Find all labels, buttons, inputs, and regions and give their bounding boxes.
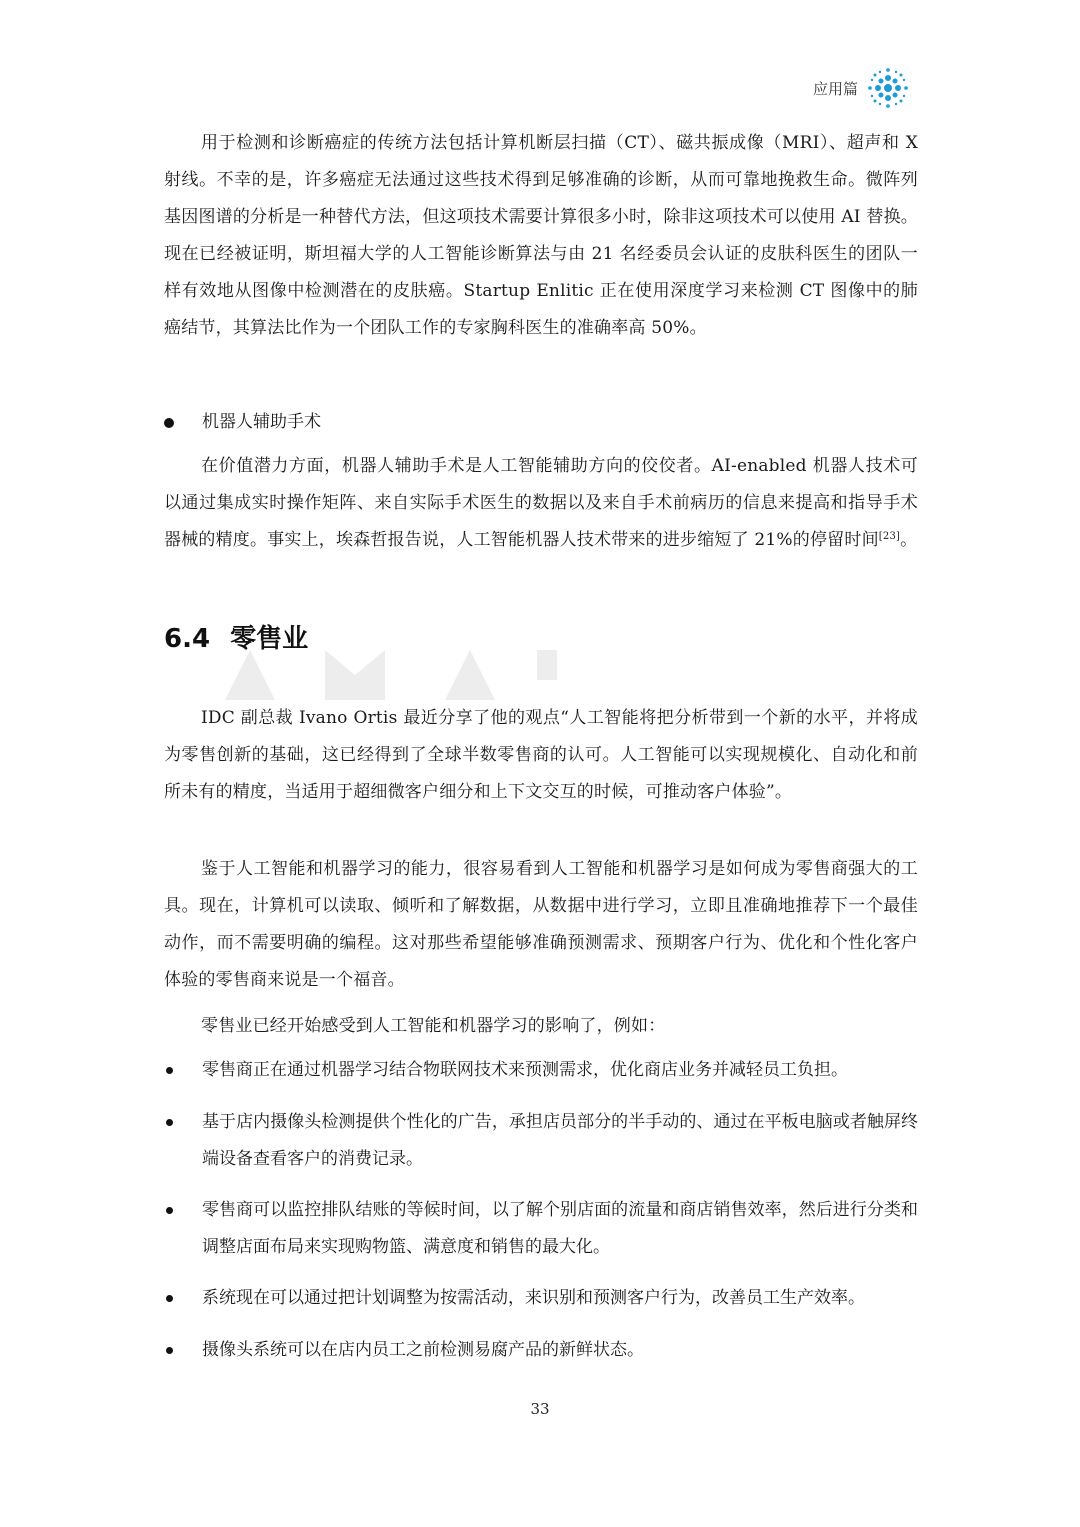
- bullet-dot-icon: [166, 1067, 173, 1074]
- paragraph-ai-ml-tools: 鉴于人工智能和机器学习的能力，很容易看到人工智能和机器学习是如何成为零售商强大的工具。现在，计算机可以读取、倾听和了解数据，从数据中进行学习，立即且准确地推荐下一个最佳动作，而不需要明确的编程。这对那些希望能够准确预测需求、预期客户行为、优化和个性化客户体验的零售商来说是一个福音。: [164, 859, 918, 990]
- list-item-text: 摄像头系统可以在店内员工之前检测易腐产品的新鲜状态。: [202, 1340, 644, 1360]
- list-item-text: 零售商可以监控排队结账的等候时间，以了解个别店面的流量和商店销售效率，然后进行分类和调整店面布局来实现购物篮、满意度和销售的最大化。: [202, 1200, 918, 1257]
- bullet-heading-text: 机器人辅助手术: [202, 412, 321, 432]
- section-number: 6.4: [164, 624, 211, 654]
- dotted-sphere-logo-icon: [866, 66, 910, 110]
- paragraph-robot-surgery-end: 。: [900, 530, 918, 550]
- paragraph-robot-surgery: [164, 448, 918, 559]
- watermark-logo: [205, 650, 565, 700]
- paragraph-retail-impact: 零售业已经开始感受到人工智能和机器学习的影响了，例如：: [201, 1016, 666, 1036]
- section-heading: [164, 618, 308, 655]
- paragraph-robot-surgery-text: 在价值潜力方面，机器人辅助手术是人工智能辅助方向的佼佼者。AI-enabled 机器人技术可以通过集成实时操作矩阵、来自实际手术医生的数据以及来自手术前病历的信息来提高和指导手术器械的精度。事实上，埃森哲报告说，人工智能机器人技术带来的进步缩短了 21%的停留时间: [164, 456, 918, 550]
- page-number: 33: [530, 1400, 550, 1418]
- paragraph-cancer-diagnosis: 用于检测和诊断癌症的传统方法包括计算机断层扫描（CT）、磁共振成像（MRI）、超声和 X 射线。不幸的是，许多癌症无法通过这些技术得到足够准确的诊断，从而可靠地挽救生命。微阵列基因图谱的分析是一种替代方法，但这项技术需要计算很多小时，除非这项技术可以使用 AI 替换。现在已经被证明，斯坦福大学的人工智能诊断算法与由 21 名经委员会认证的皮肤科医生的团队一样有效地从图像中检测潜在的皮肤癌。Startup Enlitic 正在使用深度学习来检测 CT 图像中的肺癌结节，其算法比作为一个团队工作的专家胸科医生的准确率高 50%。: [164, 133, 918, 338]
- bullet-dot-icon: [166, 1295, 173, 1302]
- bullet-dot-icon: [166, 1119, 173, 1126]
- paragraph-idc-quote: IDC 副总裁 Ivano Ortis 最近分享了他的观点“人工智能将把分析带到一个新的水平，并将成为零售创新的基础，这已经得到了全球半数零售商的认可。人工智能可以实现规模化、自动化和前所未有的精度，当适用于超细微客户细分和上下文交互的时候，可推动客户体验”。: [164, 708, 918, 802]
- list-item-text: 系统现在可以通过把计划调整为按需活动，来识别和预测客户行为，改善员工生产效率。: [202, 1288, 865, 1308]
- bullet-dot-icon: [166, 1207, 173, 1214]
- citation-ref: [23]: [878, 531, 901, 542]
- list-item-text: 零售商正在通过机器学习结合物联网技术来预测需求，优化商店业务并减轻员工负担。: [202, 1060, 848, 1080]
- list-item-text: 基于店内摄像头检测提供个性化的广告，承担店员部分的半手动的、通过在平板电脑或者触屏终端设备查看客户的消费记录。: [202, 1112, 918, 1169]
- bullet-dot-icon: [166, 1347, 173, 1354]
- running-head-title: 应用篇: [812, 80, 858, 98]
- bullet-dot-icon: [164, 418, 174, 428]
- section-title-text: 零售业: [230, 624, 309, 654]
